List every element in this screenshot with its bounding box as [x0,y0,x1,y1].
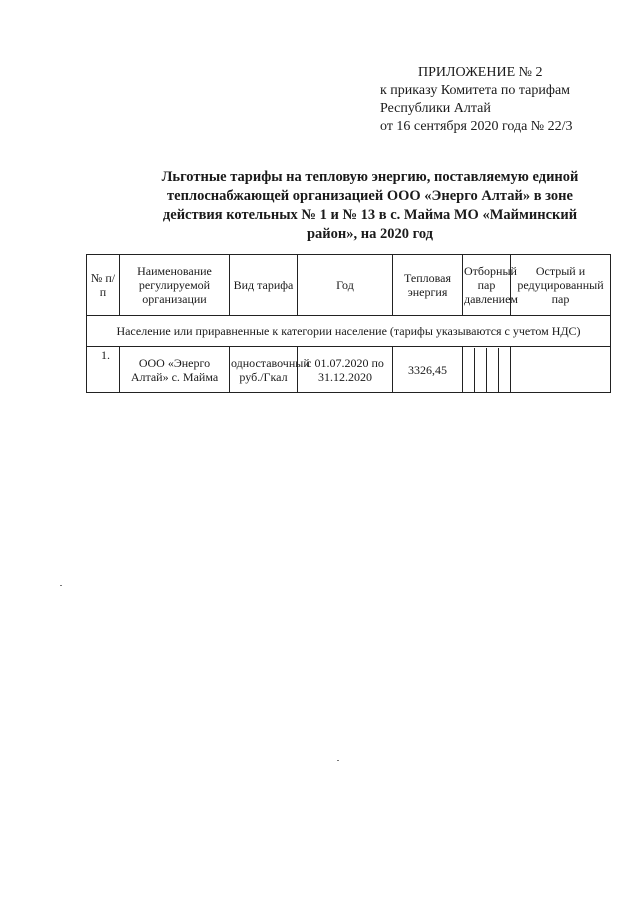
cell-num: 1. [87,347,120,393]
title-line: действия котельных № 1 и № 13 в с. Майма МО «Майминский [162,207,578,223]
cell-tariff-type: одноставочный руб./Гкал [230,347,298,393]
appendix-title: ПРИЛОЖЕНИЕ № 2 [418,65,543,80]
appendix-date: от 16 сентября 2020 года № 22/3 [380,119,573,134]
title-line: Льготные тарифы на тепловую энергию, поставляемую единой [161,169,579,185]
header-sharp-steam: Острый и редуцированный пар [511,255,611,316]
scan-speck [337,760,339,761]
section-label: Население или приравненные к категории население (тарифы указываются с учетом НДС) [87,316,611,347]
appendix-republic: Республики Алтай [380,101,491,116]
header-heat-energy: Тепловая энергия [393,255,463,316]
steam-subcells [463,348,510,392]
cell-extracted-steam [463,347,511,393]
table-row [87,347,611,393]
tariff-table [86,254,611,393]
header-tariff-type: Вид тарифа [230,255,298,316]
header-extracted-steam: Отборный пар давлением [463,255,511,316]
header-num: № п/п [87,255,120,316]
title-line: теплоснабжающей организацией ООО «Энерго Алтай» в зоне [167,188,573,204]
cell-heat-energy: 3326,45 [393,347,463,393]
header-organization: Наименование регулируемой организации [120,255,230,316]
cell-sharp-steam [511,347,611,393]
document-title [120,168,620,244]
steam-subcell [463,348,475,392]
cell-organization: ООО «Энерго Алтай» с. Майма [120,347,230,393]
appendix-header [380,64,620,136]
steam-subcell [487,348,499,392]
title-line: район», на 2020 год [306,226,434,242]
table-section-row [87,316,611,347]
cell-year: с 01.07.2020 по 31.12.2020 [298,347,393,393]
table-header-row [87,255,611,316]
scan-speck [60,585,62,586]
appendix-order-ref: к приказу Комитета по тарифам [380,83,571,98]
steam-subcell [498,348,510,392]
header-year: Год [298,255,393,316]
steam-subcell [475,348,487,392]
